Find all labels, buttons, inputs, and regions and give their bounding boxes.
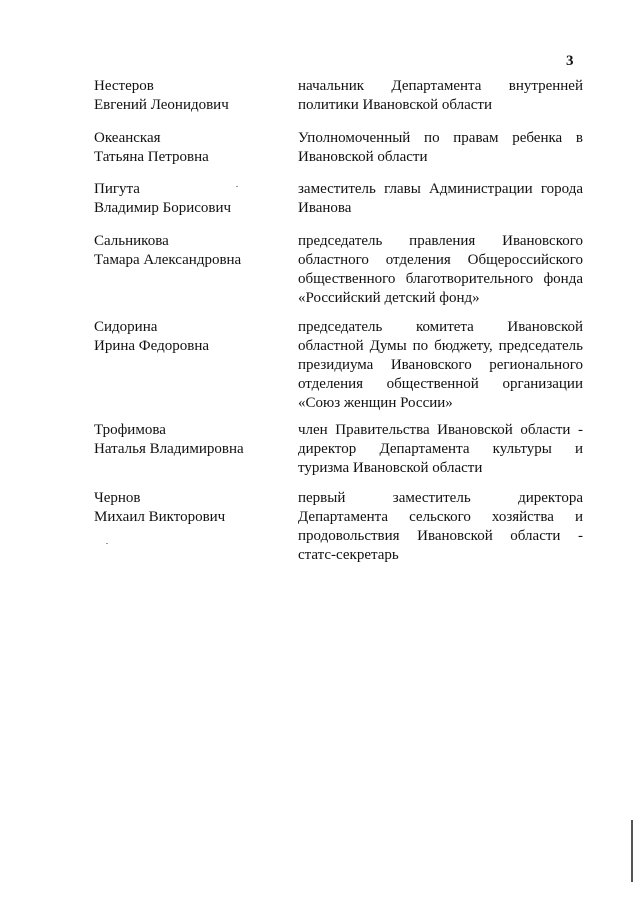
position-line: председатель комитета Ивановской (298, 319, 583, 335)
member-position (298, 489, 583, 565)
scan-speck (236, 186, 238, 187)
position-line: «Российский детский фонд» (298, 290, 480, 306)
member-surname: Сидорина (94, 319, 158, 335)
member-position (298, 77, 583, 115)
position-line: областной Думы по бюджету, председатель (298, 338, 583, 354)
position-line: отделения общественной организации (298, 376, 583, 392)
member-position (298, 232, 583, 308)
position-line: заместитель главы Администрации города (298, 181, 583, 197)
member-position (298, 421, 583, 478)
member-name (94, 318, 294, 356)
position-line: Департамента сельского хозяйства и (298, 509, 583, 525)
member-position (298, 318, 583, 413)
position-line: Иванова (298, 200, 352, 216)
position-line: член Правительства Ивановской области - (298, 422, 583, 438)
member-position (298, 180, 583, 218)
position-line: «Союз женщин России» (298, 395, 453, 411)
member-given-names: Евгений Леонидович (94, 97, 229, 113)
member-name (94, 129, 294, 167)
member-position (298, 129, 583, 167)
member-surname: Океанская (94, 130, 161, 146)
scan-speck (106, 543, 108, 544)
member-given-names: Наталья Владимировна (94, 441, 244, 457)
member-name (94, 232, 294, 270)
page-number: 3 (566, 53, 574, 69)
position-line: туризма Ивановской области (298, 460, 483, 476)
position-line: политики Ивановской области (298, 97, 492, 113)
position-line: статс-секретарь (298, 547, 399, 563)
member-surname: Нестеров (94, 78, 154, 94)
position-line: президиума Ивановского регионального (298, 357, 583, 373)
member-surname: Трофимова (94, 422, 166, 438)
member-name (94, 180, 294, 218)
member-surname: Чернов (94, 490, 141, 506)
member-surname: Пигута (94, 181, 140, 197)
member-given-names: Михаил Викторович (94, 509, 226, 525)
member-given-names: Тамара Александровна (94, 252, 242, 268)
scan-edge-mark (631, 820, 633, 882)
member-given-names: Владимир Борисович (94, 200, 232, 216)
position-line: общественного благотворительного фонда (298, 271, 583, 287)
member-name (94, 77, 294, 115)
member-name (94, 421, 294, 459)
position-line: начальник Департамента внутренней (298, 78, 583, 94)
position-line: председатель правления Ивановского (298, 233, 583, 249)
position-line: директор Департамента культуры и (298, 441, 583, 457)
member-name (94, 489, 294, 527)
position-line: первый заместитель директора (298, 490, 583, 506)
position-line: Ивановской области (298, 149, 428, 165)
member-given-names: Ирина Федоровна (94, 338, 210, 354)
position-line: Уполномоченный по правам ребенка в (298, 130, 583, 146)
position-line: областного отделения Общероссийского (298, 252, 583, 268)
position-line: продовольствия Ивановской области - (298, 528, 583, 544)
member-surname: Сальникова (94, 233, 169, 249)
member-given-names: Татьяна Петровна (94, 149, 209, 165)
